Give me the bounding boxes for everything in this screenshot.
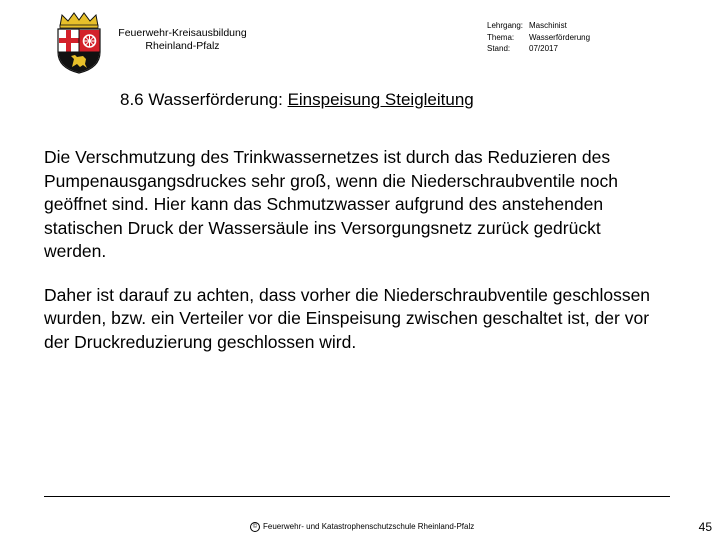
meta-key: Stand: bbox=[487, 44, 511, 53]
footer-divider bbox=[44, 496, 670, 497]
organization-line: Rheinland-Pfalz bbox=[145, 40, 220, 52]
course-meta bbox=[487, 20, 590, 55]
meta-row bbox=[487, 32, 590, 44]
organization-name bbox=[110, 27, 255, 53]
page-title bbox=[120, 90, 590, 110]
organization-line: Feuerwehr-Kreisausbildung bbox=[118, 27, 247, 39]
meta-row bbox=[487, 43, 590, 55]
meta-key: Thema: bbox=[487, 32, 515, 42]
title-prefix: 8.6 Wasserförderung: bbox=[120, 90, 288, 109]
paragraph: Daher ist darauf zu achten, dass vorher die Niederschraubventile geschlossen wurden, bzw. ein Verteiler vor die Einspeisung zwischen geschaltet ist, der vor der Druckreduzierung geschlossen wird. bbox=[44, 284, 651, 352]
copyright-icon: © bbox=[250, 522, 260, 532]
coat-of-arms-icon bbox=[50, 12, 108, 74]
meta-row bbox=[487, 20, 590, 32]
footer bbox=[250, 522, 474, 532]
title-subtitle: Einspeisung Steigleitung bbox=[287, 90, 474, 109]
content-body bbox=[44, 146, 664, 354]
page-number: 45 bbox=[698, 520, 712, 534]
meta-value: Wasserförderung bbox=[529, 32, 591, 42]
meta-value: 07/2017 bbox=[529, 44, 558, 53]
footer-text: Feuerwehr- und Katastrophenschutzschule Rheinland-Pfalz bbox=[263, 522, 475, 532]
meta-key: Lehrgang: bbox=[487, 21, 524, 30]
paragraph: Die Verschmutzung des Trinkwassernetzes ist durch das Reduzieren des Pumpenausgangsdruckes sehr groß, wenn die Niederschraubventile noch geöffnet sind. Hier kann das Schmutzwasser aufgrund des anstehenden statischen Druck der Wassersäule ins Versorgungsnetz zurück gedrückt werden. bbox=[44, 147, 618, 261]
meta-value: Maschinist bbox=[529, 21, 567, 30]
